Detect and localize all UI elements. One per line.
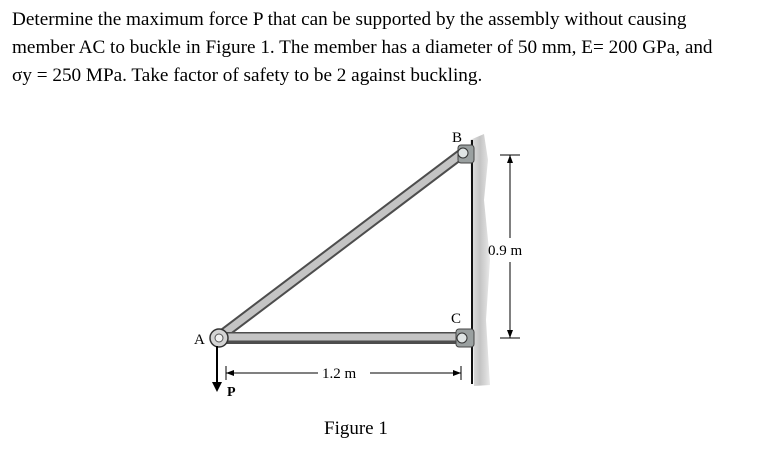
dimension-label-horizontal: 1.2 m [322,366,357,382]
bracket-b [458,145,474,163]
pin-a [210,329,228,347]
member-ac [219,337,462,338]
label-b: B [452,130,463,146]
label-c: C [451,311,462,327]
member-ab [219,152,464,337]
bracket-c [456,329,474,347]
problem-line-3: σy = 250 MPa. Take factor of safety to be 2 against buckling. [12,65,483,86]
wall-support [470,134,490,386]
figure-caption: Figure 1 [324,418,388,439]
label-a: A [194,332,205,348]
problem-line-1: Determine the maximum force P that can be supported by the assembly without causing [12,9,687,30]
dimension-label-vertical: 0.9 m [488,243,523,259]
problem-line-2: member AC to buckle in Figure 1. The member has a diameter of 50 mm, E= 200 GPa, and [12,37,713,58]
load-arrow-p [212,346,222,392]
label-p: P [227,385,236,400]
